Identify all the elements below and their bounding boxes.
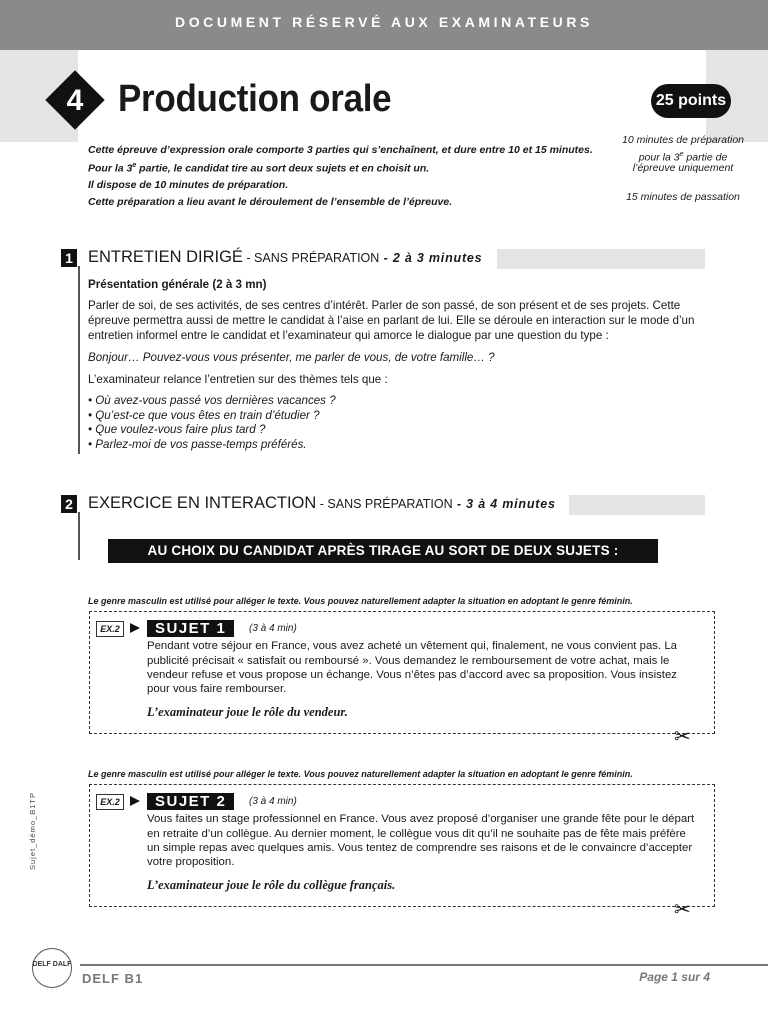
relance-text: L’examinateur relance l’entretien sur des thèmes tels que : <box>88 373 388 386</box>
theme-bullet: • Où avez-vous passé vos dernières vacances ? <box>88 394 336 407</box>
intro-line: Cette épreuve d’expression orale comporte 3 parties qui s’enchaînent, et dure entre 10 et 15 minutes. <box>88 144 593 156</box>
section-number: 1 <box>61 249 77 267</box>
page-title: Production orale <box>118 78 392 120</box>
theme-bullet: • Que voulez-vous faire plus tard ? <box>88 423 266 436</box>
logo-text: DELF DALF <box>32 961 72 968</box>
part-number: 4 <box>66 84 84 117</box>
section-rule <box>78 266 80 454</box>
section-title-main: EXERCICE EN INTERACTION <box>88 494 317 512</box>
paragraph-line: épreuve permettra aussi de mettre le candidat à l’aise en parlant de lui. Elle se déroule en interaction sur le mode d’un <box>88 314 695 327</box>
points-badge: 25 points <box>651 84 731 118</box>
side-info-prep: 10 minutes de préparation <box>622 134 744 146</box>
side-info-prep: pour la 3e partie de <box>638 151 728 164</box>
sujet-duration: (3 à 4 min) <box>249 623 297 634</box>
section-number: 2 <box>61 495 77 513</box>
sujet-title: SUJET 2 <box>147 793 234 810</box>
arrow-icon <box>130 796 140 806</box>
section-title <box>88 494 556 513</box>
section-duration: - 2 à 3 minutes <box>379 251 483 265</box>
examiner-role: L’examinateur joue le rôle du collègue français. <box>147 878 396 892</box>
examiner-role: L’examinateur joue le rôle du vendeur. <box>147 705 348 719</box>
side-info-duration: 15 minutes de passation <box>626 191 740 203</box>
intro-line: Il dispose de 10 minutes de préparation. <box>88 179 289 191</box>
page-number: Page 1 sur 4 <box>639 970 710 984</box>
scissors-icon: ✂ <box>674 726 691 748</box>
sujet-text-line: Vous faites un stage professionnel en France. Vous avez proposé d’organiser une grande fête pour le départ <box>147 813 695 825</box>
side-info-prep: l’épreuve uniquement <box>632 162 734 174</box>
subheading: Présentation générale (2 à 3 mn) <box>88 278 267 291</box>
section-title-main: ENTRETIEN DIRIGÉ <box>88 248 243 266</box>
section-title-sub: - SANS PRÉPARATION <box>242 251 380 265</box>
section-title <box>88 248 482 267</box>
delf-dalf-logo <box>32 948 72 988</box>
intro-line: Pour la 3e partie, le candidat tire au sort deux sujets et en choisit un. <box>88 162 430 175</box>
section-title-band <box>569 495 705 515</box>
sujet-text-line: pour vous faire rembourser. <box>147 683 287 695</box>
section-title-sub: - SANS PRÉPARATION <box>316 497 453 511</box>
sujet-text-line: un simple repas avec quelques amis. Vous tentez de comprendre ses raisons et de le convaincre d’accepter <box>147 842 693 854</box>
theme-bullet: • Qu’est-ce que vous êtes en train d’étudier ? <box>88 409 320 422</box>
banner-text: DOCUMENT RÉSERVÉ AUX EXAMINATEURS <box>174 14 593 30</box>
exercise-label: EX.2 <box>96 794 124 810</box>
paragraph-line: entretien informel entre le candidat et l’examinateur qui amorce le dialogue par une question du type : <box>88 329 609 342</box>
sujet-title: SUJET 1 <box>147 620 234 637</box>
sujet-duration: (3 à 4 min) <box>249 796 297 807</box>
sujet-text-line: votre proposition. <box>147 856 235 868</box>
footer-rule <box>80 964 768 966</box>
intro-line: Cette préparation a lieu avant le déroulement de l’ensemble de l’épreuve. <box>88 196 453 208</box>
top-banner <box>0 0 768 50</box>
example-question: Bonjour… Pouvez-vous vous présenter, me parler de vous, de votre famille… ? <box>88 351 495 364</box>
sujet-text-line: publicité précisait « satisfait ou remboursé ». Vous demandez le remboursement de votre achat, mais le <box>147 655 670 667</box>
sujet-text-line: en retraite d’un collègue. Au dernier moment, le collègue vous dit qu’il ne souhaite pas de fête mais préfère <box>147 828 686 840</box>
scissors-icon: ✂ <box>674 899 691 921</box>
sujet-text-line: vendeur refuse et vous propose un échange. Vous n’êtes pas d’accord avec sa proposition. Vous insistez <box>147 669 677 681</box>
choice-banner: AU CHOIX DU CANDIDAT APRÈS TIRAGE AU SORT DE DEUX SUJETS : <box>108 539 658 563</box>
arrow-icon <box>130 623 140 633</box>
gender-note: Le genre masculin est utilisé pour alléger le texte. Vous pouvez naturellement adapter la situation en adoptant le genre féminin. <box>88 769 633 779</box>
paragraph-line: Parler de soi, de ses activités, de ses centres d’intérêt. Parler de son passé, de son présent et de ses projets. Cette <box>88 299 681 312</box>
exam-name: DELF B1 <box>82 971 144 986</box>
section-title-band <box>497 249 705 269</box>
section-duration: - 3 à 4 minutes <box>452 497 556 511</box>
sujet-text-line: Pendant votre séjour en France, vous avez acheté un vêtement qui, finalement, ne vous convient pas. La <box>147 640 677 652</box>
document-code: Sujet_démo_B1TP <box>28 792 37 870</box>
section-rule <box>78 512 80 560</box>
gender-note: Le genre masculin est utilisé pour alléger le texte. Vous pouvez naturellement adapter la situation en adoptant le genre féminin. <box>88 596 633 606</box>
exercise-label: EX.2 <box>96 621 124 637</box>
theme-bullet: • Parlez-moi de vos passe-temps préférés. <box>88 438 307 451</box>
